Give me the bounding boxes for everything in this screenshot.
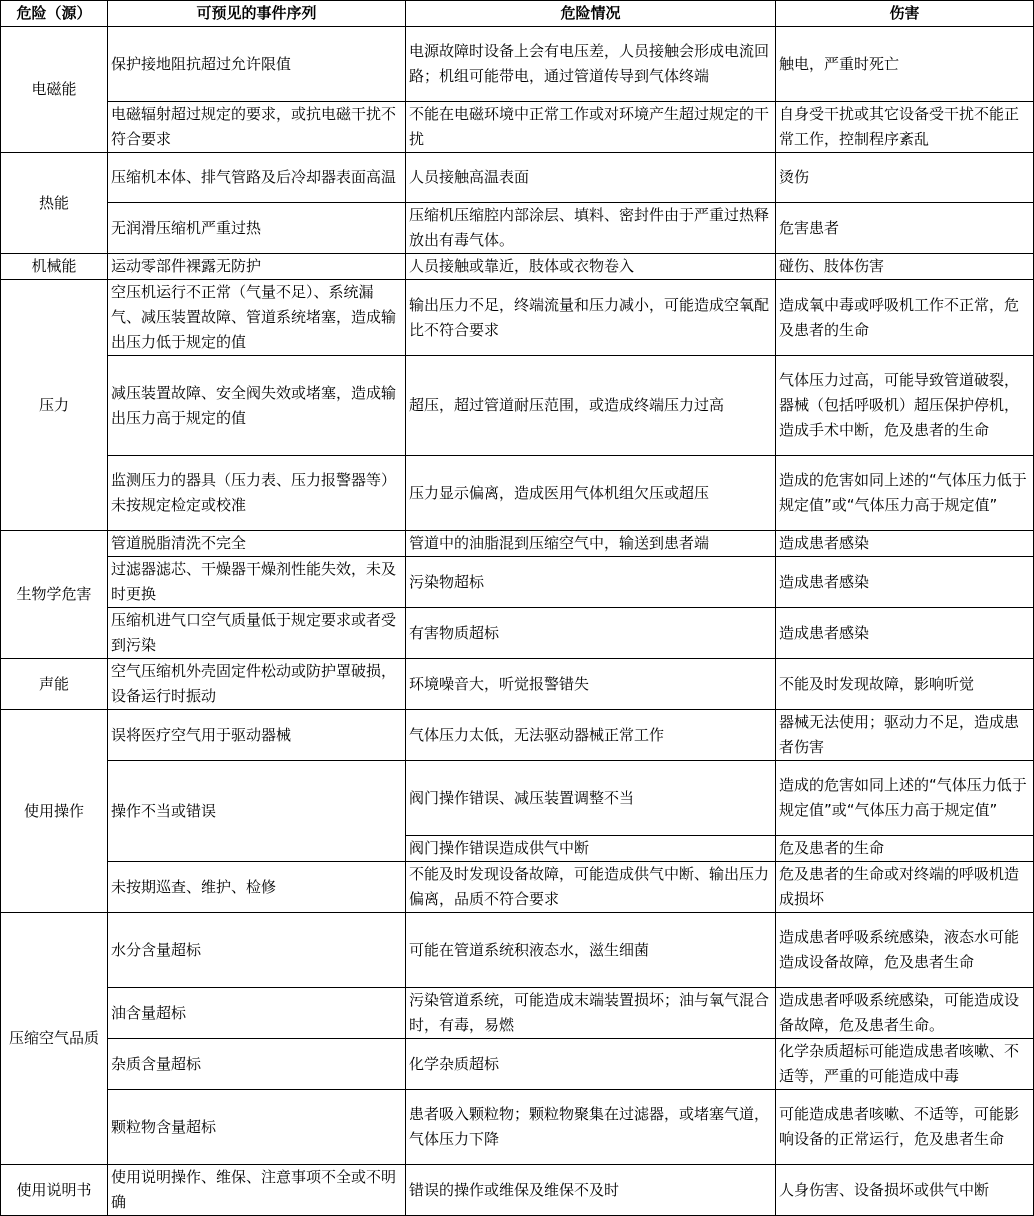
table-row xyxy=(1,27,1034,102)
hazard-source-cell: 生物学危害 xyxy=(1,531,108,659)
hazardous-situation-cell: 患者吸入颗粒物；颗粒物聚集在过滤器，或堵塞气道，气体压力下降 xyxy=(406,1090,776,1165)
harm-cell: 造成的危害如同上述的“气体压力低于规定值”或“气体压力高于规定值” xyxy=(776,761,1034,836)
table-row xyxy=(1,862,1034,913)
hazard-source-cell: 使用说明书 xyxy=(1,1165,108,1216)
event-sequence-cell: 空压机运行不正常（气量不足）、系统漏气、减压装置故障、管道系统堵塞，造成输出压力低于规定的值 xyxy=(108,280,406,356)
harm-cell: 可能造成患者咳嗽、不适等，可能影响设备的正常运行，危及患者生命 xyxy=(776,1090,1034,1165)
harm-cell: 器械无法使用；驱动力不足，造成患者伤害 xyxy=(776,710,1034,761)
harm-cell: 造成的危害如同上述的“气体压力低于规定值”或“气体压力高于规定值” xyxy=(776,456,1034,531)
event-sequence-cell: 监测压力的器具（压力表、压力报警器等）未按规定检定或校准 xyxy=(108,456,406,531)
harm-cell: 不能及时发现故障，影响听觉 xyxy=(776,659,1034,710)
hazardous-situation-cell: 输出压力不足，终端流量和压力减小，可能造成空氧配比不符合要求 xyxy=(406,280,776,356)
hazard-source-cell: 使用操作 xyxy=(1,710,108,913)
table-row xyxy=(1,710,1034,761)
hazardous-situation-cell: 化学杂质超标 xyxy=(406,1039,776,1090)
hazardous-situation-cell: 压力显示偏离，造成医用气体机组欠压或超压 xyxy=(406,456,776,531)
event-sequence-cell: 减压装置故障、安全阀失效或堵塞，造成输出压力高于规定的值 xyxy=(108,356,406,456)
hazardous-situation-cell: 压缩机压缩腔内部涂层、填料、密封件由于严重过热释放出有毒气体。 xyxy=(406,203,776,254)
table-row xyxy=(1,102,1034,153)
hazard-source-cell: 压力 xyxy=(1,280,108,531)
header-row xyxy=(1,1,1034,27)
event-sequence-cell: 无润滑压缩机严重过热 xyxy=(108,203,406,254)
table-row xyxy=(1,659,1034,710)
table-row xyxy=(1,356,1034,456)
harm-cell: 烫伤 xyxy=(776,153,1034,203)
table-row xyxy=(1,280,1034,356)
hazardous-situation-cell: 污染物超标 xyxy=(406,557,776,608)
event-sequence-cell: 使用说明操作、维保、注意事项不全或不明确 xyxy=(108,1165,406,1216)
hazardous-situation-cell: 污染管道系统，可能造成末端装置损坏；油与氧气混合时，有毒，易燃 xyxy=(406,988,776,1039)
harm-cell: 化学杂质超标可能造成患者咳嗽、不适等，严重的可能造成中毒 xyxy=(776,1039,1034,1090)
hazard-source-cell: 压缩空气品质 xyxy=(1,913,108,1165)
event-sequence-cell: 压缩机本体、排气管路及后冷却器表面高温 xyxy=(108,153,406,203)
event-sequence-cell: 空气压缩机外壳固定件松动或防护罩破损，设备运行时振动 xyxy=(108,659,406,710)
table-row xyxy=(1,153,1034,203)
hazardous-situation-cell: 阀门操作错误、减压装置调整不当 xyxy=(406,761,776,836)
harm-cell: 造成患者呼吸系统感染，液态水可能造成设备故障，危及患者生命 xyxy=(776,913,1034,988)
table-row xyxy=(1,1090,1034,1165)
harm-cell: 造成患者感染 xyxy=(776,531,1034,557)
hazardous-situation-cell: 阀门操作错误造成供气中断 xyxy=(406,836,776,862)
table-row xyxy=(1,761,1034,836)
hazardous-situation-cell: 不能及时发现设备故障，可能造成供气中断、输出压力偏离，品质不符合要求 xyxy=(406,862,776,913)
table-row xyxy=(1,456,1034,531)
hazardous-situation-cell: 电源故障时设备上会有电压差，人员接触会形成电流回路；机组可能带电，通过管道传导到气体终端 xyxy=(406,27,776,102)
event-sequence-cell: 水分含量超标 xyxy=(108,913,406,988)
harm-cell: 危害患者 xyxy=(776,203,1034,254)
event-sequence-cell: 未按期巡查、维护、检修 xyxy=(108,862,406,913)
harm-cell: 危及患者的生命 xyxy=(776,836,1034,862)
harm-cell: 造成患者感染 xyxy=(776,557,1034,608)
hazardous-situation-cell: 管道中的油脂混到压缩空气中，输送到患者端 xyxy=(406,531,776,557)
hazardous-situation-cell: 可能在管道系统积液态水，滋生细菌 xyxy=(406,913,776,988)
hazardous-situation-cell: 气体压力太低，无法驱动器械正常工作 xyxy=(406,710,776,761)
hazardous-situation-cell: 环境噪音大，听觉报警错失 xyxy=(406,659,776,710)
table-row xyxy=(1,1039,1034,1090)
table-row xyxy=(1,557,1034,608)
table-row xyxy=(1,203,1034,254)
hazardous-situation-cell: 错误的操作或维保及维保不及时 xyxy=(406,1165,776,1216)
harm-cell: 自身受干扰或其它设备受干扰不能正常工作，控制程序紊乱 xyxy=(776,102,1034,153)
event-sequence-cell: 运动零部件裸露无防护 xyxy=(108,254,406,280)
harm-cell: 造成氧中毒或呼吸机工作不正常，危及患者的生命 xyxy=(776,280,1034,356)
header-source: 危险（源） xyxy=(1,1,108,27)
hazard-source-cell: 热能 xyxy=(1,153,108,254)
table-row xyxy=(1,988,1034,1039)
event-sequence-cell: 电磁辐射超过规定的要求，或抗电磁干扰不符合要求 xyxy=(108,102,406,153)
harm-cell: 人身伤害、设备损坏或供气中断 xyxy=(776,1165,1034,1216)
header-hazardous-situation: 危险情况 xyxy=(406,1,776,27)
event-sequence-cell: 颗粒物含量超标 xyxy=(108,1090,406,1165)
hazardous-situation-cell: 人员接触或靠近，肢体或衣物卷入 xyxy=(406,254,776,280)
table-row xyxy=(1,1165,1034,1216)
event-sequence-cell: 保护接地阻抗超过允许限值 xyxy=(108,27,406,102)
table-row xyxy=(1,254,1034,280)
hazard-source-cell: 声能 xyxy=(1,659,108,710)
event-sequence-cell: 杂质含量超标 xyxy=(108,1039,406,1090)
hazard-source-cell: 机械能 xyxy=(1,254,108,280)
hazard-source-cell: 电磁能 xyxy=(1,27,108,153)
event-sequence-cell: 压缩机进气口空气质量低于规定要求或者受到污染 xyxy=(108,608,406,659)
harm-cell: 造成患者呼吸系统感染，可能造成设备故障，危及患者生命。 xyxy=(776,988,1034,1039)
harm-cell: 气体压力过高，可能导致管道破裂，器械（包括呼吸机）超压保护停机，造成手术中断，危及患者的生命 xyxy=(776,356,1034,456)
harm-cell: 危及患者的生命或对终端的呼吸机造成损坏 xyxy=(776,862,1034,913)
hazardous-situation-cell: 不能在电磁环境中正常工作或对环境产生超过规定的干扰 xyxy=(406,102,776,153)
hazardous-situation-cell: 人员接触高温表面 xyxy=(406,153,776,203)
harm-cell: 触电，严重时死亡 xyxy=(776,27,1034,102)
table-row xyxy=(1,608,1034,659)
event-sequence-cell: 误将医疗空气用于驱动器械 xyxy=(108,710,406,761)
event-sequence-cell: 油含量超标 xyxy=(108,988,406,1039)
harm-cell: 造成患者感染 xyxy=(776,608,1034,659)
table-row xyxy=(1,913,1034,988)
header-event-sequence: 可预见的事件序列 xyxy=(108,1,406,27)
event-sequence-cell: 管道脱脂清洗不完全 xyxy=(108,531,406,557)
hazardous-situation-cell: 超压，超过管道耐压范围，或造成终端压力过高 xyxy=(406,356,776,456)
event-sequence-cell: 操作不当或错误 xyxy=(108,761,406,862)
table-row xyxy=(1,531,1034,557)
header-harm: 伤害 xyxy=(776,1,1034,27)
hazardous-situation-cell: 有害物质超标 xyxy=(406,608,776,659)
event-sequence-cell: 过滤器滤芯、干燥器干燥剂性能失效，未及时更换 xyxy=(108,557,406,608)
harm-cell: 碰伤、肢体伤害 xyxy=(776,254,1034,280)
